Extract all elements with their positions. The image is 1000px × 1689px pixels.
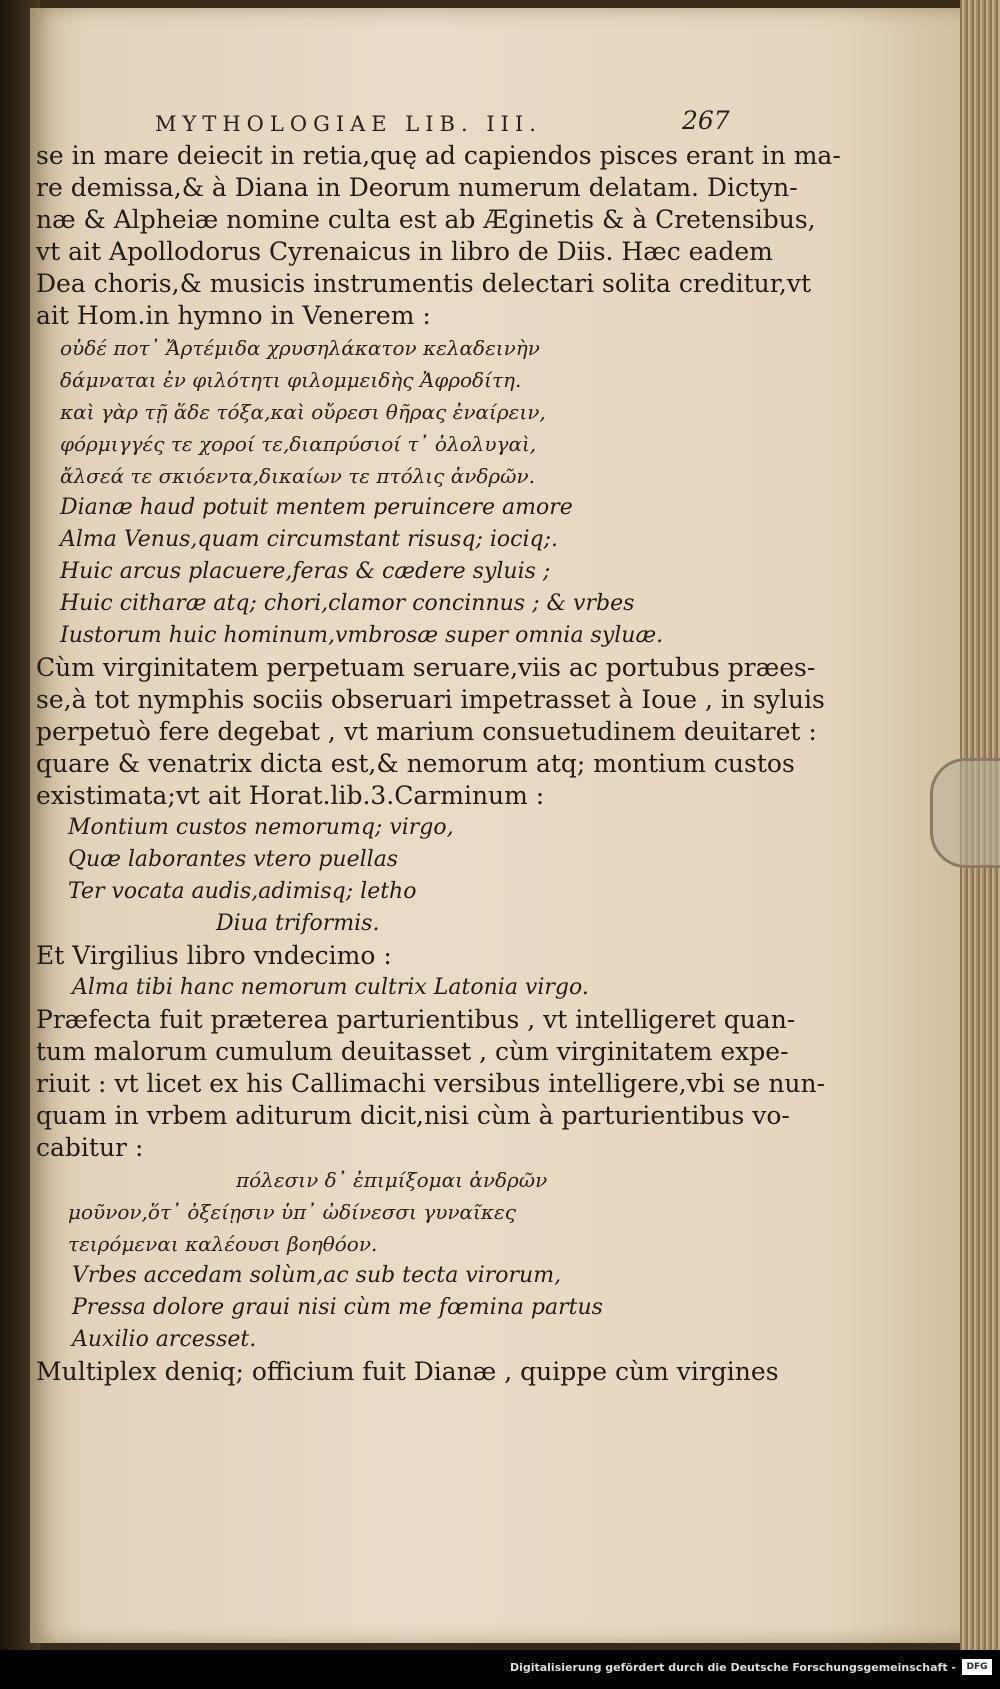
greek-verse-line: τειρόμεναι καλέουσι βοηθόον. [68,1232,378,1256]
text-line: Cùm virginitatem perpetuam seruare,viis ac portubus præes- [36,653,816,682]
greek-verse-line: πόλεσιν δ᾽ ἐπιμίξομαι ἀνδρῶν [236,1168,548,1192]
latin-verse-line: Diua triformis. [216,911,380,936]
greek-verse-line: μοῦνον,ὅτ᾽ ὀξείῃσιν ὑπ᾽ ὠδίνεσσι γυναῖκες [68,1200,516,1224]
latin-verse-line: Pressa dolore graui nisi cùm me fœmina partus [72,1295,603,1320]
latin-verse-line: Huic citharæ atq; chori,clamor concinnus ; & vrbes [60,591,635,616]
page-number: 267 [682,106,730,135]
latin-verse-line: Vrbes accedam solùm,ac sub tecta virorum, [72,1263,562,1288]
running-head: MYTHOLOGIAE LIB. III. [155,112,542,136]
text-line: vt ait Apollodorus Cyrenaicus in libro de Diis. Hæc eadem [36,237,773,266]
text-line: næ & Alpheiæ nomine culta est ab Æginetis & à Cretensibus, [36,205,816,234]
text-line: existimata;vt ait Horat.lib.3.Carminum : [36,781,545,810]
latin-verse-line: Alma Venus,quam circumstant risusq; iociq;. [60,527,559,552]
greek-verse-line: οὐδέ ποτ᾽ Ἄρτέμιδα χρυσηλάκατον κελαδεινὴν [60,336,540,360]
latin-verse-line: Iustorum huic hominum,vmbrosæ super omnia syluæ. [60,623,664,648]
greek-verse-line: φόρμιγγές τε χοροί τε,διαπρύσιοί τ᾽ ὀλολυγαὶ, [60,432,537,456]
text-line: se,à tot nymphis sociis obseruari impetrasset à Ioue , in syluis [36,685,825,714]
latin-verse-line: Montium custos nemorumq; virgo, [68,815,454,840]
text-line: se in mare deiecit in retia,quę ad capiendos pisces erant in ma- [36,141,841,170]
greek-verse-line: ἄλσεά τε σκιόεντα,δικαίων τε πτόλις ἀνδρῶν. [60,464,535,488]
page-header [0,106,1000,142]
text-line: ait Hom.in hymno in Venerem : [36,301,431,330]
text-line: perpetuò fere degebat , vt marium consuetudinem deuitaret : [36,717,817,746]
text-line: Multiplex deniq; officium fuit Dianæ , quippe cùm virgines [36,1357,779,1386]
text-line: quam in vrbem aditurum dicit,nisi cùm à parturientibus vo- [36,1101,790,1130]
text-line: cabitur : [36,1133,144,1162]
text-line: Dea choris,& musicis instrumentis delectari solita creditur,vt [36,269,812,298]
latin-verse-line: Huic arcus placuere,feras & cædere syluis ; [60,559,551,584]
dfg-logo: DFG [962,1659,992,1675]
text-line: quare & venatrix dicta est,& nemorum atq; montium custos [36,749,795,778]
greek-verse-line: καὶ γὰρ τῇ ἅδε τόξα,καὶ οὔρεσι θῆρας ἐναίρειν, [60,400,546,424]
latin-verse-line: Auxilio arcesset. [72,1327,257,1352]
text-line: tum malorum cumulum deuitasset , cùm virginitatem expe- [36,1037,789,1066]
page-clip [930,758,1000,868]
greek-verse-line: δάμναται ἐν φιλότητι φιλομμειδὴς Ἀφροδίτη. [60,368,522,392]
latin-verse-line: Quæ laborantes vtero puellas [68,847,399,872]
latin-verse-line: Alma tibi hanc nemorum cultrix Latonia virgo. [72,975,589,1000]
digitization-note: Digitalisierung gefördert durch die Deutsche Forschungsgemeinschaft - [509,1661,956,1674]
latin-verse-line: Dianæ haud potuit mentem peruincere amore [60,495,573,520]
latin-verse-line: Ter vocata audis,adimisq; letho [68,879,417,904]
text-line: riuit : vt licet ex his Callimachi versibus intelligere,vbi se nun- [36,1069,826,1098]
text-line: re demissa,& à Diana in Deorum numerum delatam. Dictyn- [36,173,798,202]
text-line: Et Virgilius libro vndecimo : [36,941,392,970]
text-line: Præfecta fuit præterea parturientibus , vt intelligeret quan- [36,1005,796,1034]
